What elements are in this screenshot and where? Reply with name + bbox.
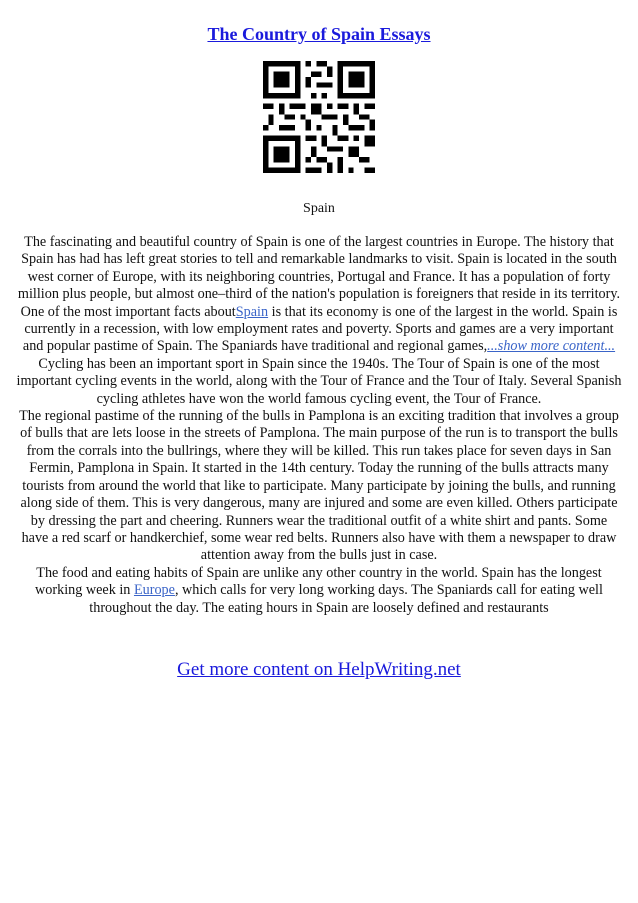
paragraph-intro: The fascinating and beautiful country of Spain is one of the largest countries in Europe. The history that Spain has had has left great stories to tell and remarkable landmarks to visit. Spain is located in the south west corner of Europe, with its neighboring countries, Portugal and France. It has a population of forty million plus people, but almost one–third of the nation's population is foreigners that reside in its territory. One of the most important facts aboutSpain is that its economy is one of the largest in the world. Spain is currently in a recession, with low employment rates and poverty. Sports and games are a very important and popular pastime of Spain. The Spaniards have traditional and regional games,...show more content... [17, 234, 621, 355]
spain-link[interactable]: Spain [235, 303, 269, 320]
qr-code-icon [263, 61, 375, 173]
essay-body [16, 234, 622, 617]
document-title[interactable]: The Country of Spain Essays [207, 24, 431, 44]
europe-link[interactable]: Europe [133, 582, 175, 599]
paragraph-bulls: The regional pastime of the running of the bulls in Pamplona is an exciting tradition that involves a group of bulls that are lets loose in the streets of Pamplona. The main purpose of the run is to transport the bulls from the corrals into the bullrings, where they will be killed. This run takes place for seven days in San Fermin, Pamplona in Spain. It started in the 14th century. Today the running of the bulls attracts many tourists from around the world that like to participate. Many participate by joining the bulls, and running along side of them. This is very dangerous, many are injured and some are even killed. Others participate by dressing the part and cheering. Runners wear the traditional outfit of a white shirt and pants. Some have a red scarf or handkerchief, some wear red belts. Runners also have with them a newspaper to draw attention away from the bulls just in case. [19, 408, 619, 564]
get-more-content-link[interactable]: Get more content on HelpWriting.net [177, 659, 461, 680]
show-more-link[interactable]: ...show more content... [487, 338, 616, 355]
subtitle: Spain [303, 201, 335, 216]
paragraph-cycling: Cycling has been an important sport in Spain since the 1940s. The Tour of Spain is one of the most important cycling events in the world, along with the Tour of France and the Tour of Italy. Several Spanish cycling athletes have won the world famous cycling event, the Tour of France. [16, 355, 622, 407]
paragraph-food: The food and eating habits of Spain are unlike any other country in the world. Spain has the longest working week in Europe, which calls for very long working days. The Spaniards call for eating well throughout the day. The eating hours in Spain are loosely defined and restaurants [35, 564, 603, 616]
